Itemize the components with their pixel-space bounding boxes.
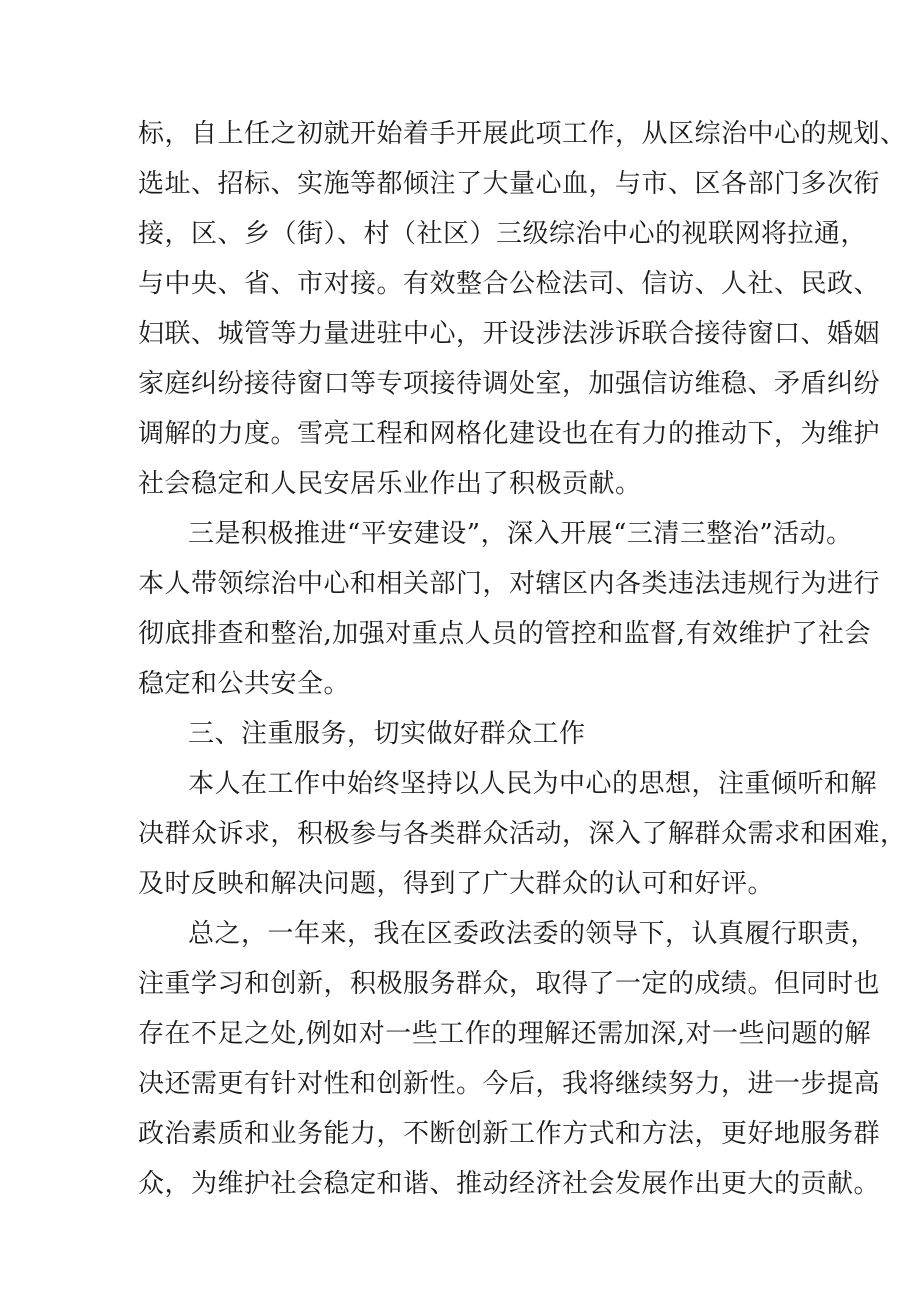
text-line: 社会稳定和人民安居乐业作出了积极贡献。 <box>138 469 642 499</box>
text-line: 家庭纠纷接待窗口等专项接待调处室，加强信访维稳、矛盾纠纷 <box>138 369 881 399</box>
text-line: 众，为维护社会稳定和谐、推动经济社会发展作出更大的贡献。 <box>138 1169 881 1199</box>
text-line: 妇联、城管等力量进驻中心，开设涉法涉诉联合接待窗口、婚姻 <box>138 319 881 349</box>
text-line: 调解的力度。雪亮工程和网格化建设也在有力的推动下，为维护 <box>138 419 881 449</box>
text-line: 政治素质和业务能力，不断创新工作方式和方法，更好地服务群 <box>138 1119 881 1149</box>
text-line: 决群众诉求，积极参与各类群众活动，深入了解群众需求和困难， <box>138 819 907 849</box>
text-line: 接，区、乡（街）、村（社区）三级综治中心的视联网将拉通， <box>138 219 868 249</box>
paragraph-start-line: 总之，一年来，我在区委政法委的领导下，认真履行职责， <box>188 919 878 949</box>
text-line: 注重学习和创新，积极服务群众，取得了一定的成绩。但同时也 <box>138 969 881 999</box>
text-line: 及时反映和解决问题，得到了广大群众的认可和好评。 <box>138 869 775 899</box>
text-line: 存在不足之处,例如对一些工作的理解还需加深,对一些问题的解 <box>138 1019 872 1049</box>
text-line: 本人带领综治中心和相关部门，对辖区内各类违法违规行为进行 <box>138 569 881 599</box>
text-line: 标，自上任之初就开始着手开展此项工作，从区综治中心的规划、 <box>138 119 907 149</box>
paragraph-start-line: 三是积极推进“平安建设”，深入开展“三清三整治”活动。 <box>188 519 853 549</box>
text-line: 稳定和公共安全。 <box>138 669 351 699</box>
paragraph-start-line: 本人在工作中始终坚持以人民为中心的思想，注重倾听和解 <box>188 769 878 799</box>
text-line: 彻底排查和整治,加强对重点人员的管控和监督,有效维护了社会 <box>138 619 872 649</box>
text-line: 与中央、省、市对接。有效整合公检法司、信访、人社、民政、 <box>138 269 881 299</box>
text-line: 选址、招标、实施等都倾注了大量心血，与市、区各部门多次衔 <box>138 169 881 199</box>
section-heading: 三、注重服务，切实做好群众工作 <box>188 719 586 749</box>
text-line: 决还需更有针对性和创新性。今后，我将继续努力，进一步提高 <box>138 1069 881 1099</box>
